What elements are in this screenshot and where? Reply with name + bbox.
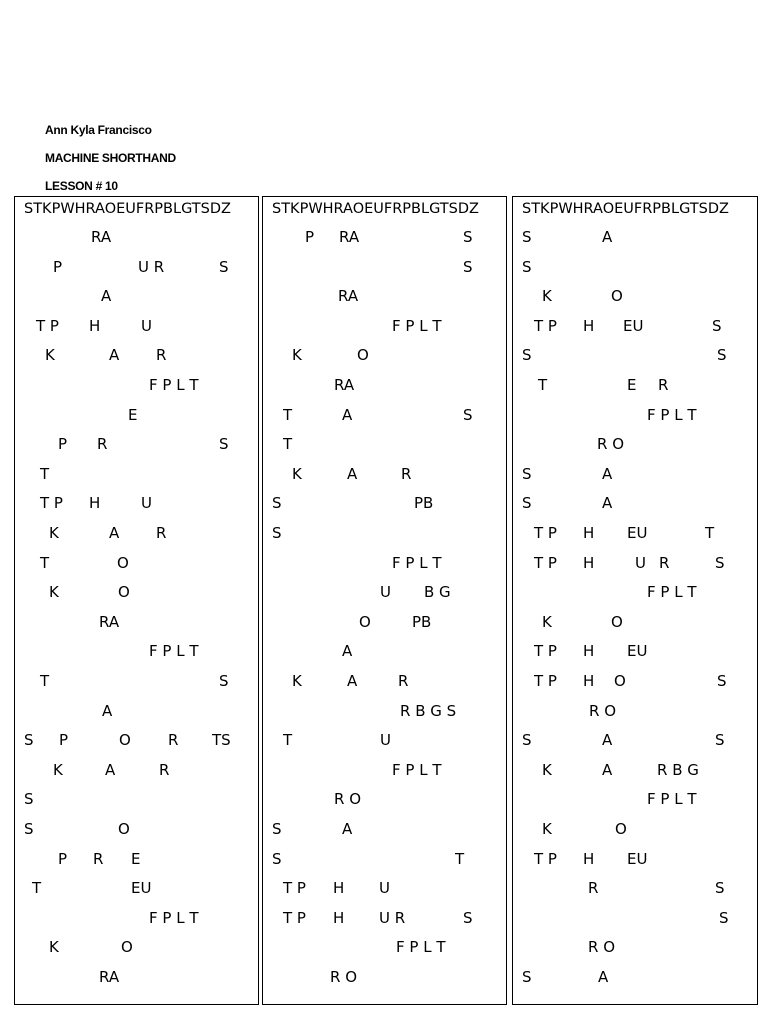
stroke-keys: O [359,612,371,631]
stroke-keys: A [598,968,609,986]
stroke-line [15,879,258,901]
stroke-keys: F P L T [647,583,697,602]
stroke-keys: S [712,316,722,335]
stroke-keys: R B G [657,760,699,779]
stroke-keys: K [542,287,552,306]
stroke-keys: RA [99,968,120,986]
stroke-keys: A [109,346,120,365]
stroke-keys: R [97,435,108,454]
stroke-keys: S [715,553,725,572]
stroke-keys: U R [379,908,406,927]
stroke-keys: T P [534,553,557,572]
stroke-keys: P [58,849,68,868]
stroke-keys: T [283,435,293,454]
stroke-line [263,583,506,605]
stroke-keys: F P L T [149,908,199,927]
stroke-line [263,435,506,457]
stroke-keys: A [342,405,353,424]
stroke-keys: O [119,731,131,750]
stroke-keys: S [463,908,473,927]
stroke-keys: S [715,731,725,750]
stroke-keys: S [522,731,532,750]
stroke-keys: K [49,524,59,542]
stroke-line [263,465,506,487]
stroke-line [15,376,258,398]
stroke-line [15,346,258,368]
stroke-keys: F P L T [392,316,442,335]
stroke-keys: S [463,257,473,276]
stroke-keys: A [101,287,112,306]
stroke-line [263,938,506,960]
stroke-line [263,613,506,635]
stroke-line [513,317,757,339]
stroke-line [15,731,258,753]
stroke-keys: S [272,524,282,542]
stroke-keys: S [272,849,282,868]
stroke-keys: R [156,524,167,542]
stroke-keys: S [24,790,34,809]
stroke-keys: R O [597,435,624,454]
stroke-line [15,583,258,605]
stroke-line [513,879,757,901]
stroke-line [513,258,757,280]
stroke-keys: O [611,612,623,631]
stroke-keys: H [583,524,595,542]
stroke-line [263,879,506,901]
stroke-line [15,554,258,576]
stroke-line [263,968,506,990]
stroke-line [513,554,757,576]
stroke-keys: P [305,228,315,246]
stroke-keys: S [463,405,473,424]
stroke-keys: H [583,672,595,690]
steno-keyboard-header: STKPWHRAOEUFRPBLGTSDZ [24,201,231,217]
stroke-keys: T P [534,316,557,335]
stroke-keys: A [102,701,113,720]
stroke-keys: H [333,908,345,927]
stroke-keys: T [32,879,42,898]
stroke-line [513,761,757,783]
student-name: Ann Kyla Francisco [45,123,152,137]
stroke-line [513,465,757,487]
stroke-keys: T [40,672,50,690]
stroke-keys: O [118,583,130,602]
stroke-line [15,702,258,724]
stroke-keys: H [583,849,595,868]
stroke-keys: S [522,228,532,246]
stroke-keys: H [583,316,595,335]
stroke-keys: H [583,553,595,572]
stroke-line [15,317,258,339]
stroke-keys: K [45,346,55,365]
stroke-line [513,820,757,842]
stroke-line [15,938,258,960]
stroke-keys: R [401,464,412,483]
stroke-keys: S [522,257,532,276]
stroke-line [263,287,506,309]
stroke-keys: F P L T [647,790,697,809]
stroke-keys: O [117,553,129,572]
stroke-line [15,642,258,664]
stroke-line [513,850,757,872]
stroke-line [263,761,506,783]
stroke-line [513,613,757,635]
stroke-line [263,346,506,368]
stroke-keys: U [635,553,646,572]
stroke-keys: S [522,464,532,483]
stroke-keys: T P [534,524,557,542]
stroke-line [15,465,258,487]
stroke-line [513,406,757,428]
stroke-keys: A [602,731,613,750]
stroke-line [15,850,258,872]
stroke-keys: S [717,672,727,690]
stroke-keys: H [89,316,101,335]
stroke-line [263,494,506,516]
stroke-keys: O [615,820,627,838]
stroke-line [263,642,506,664]
steno-keyboard-header: STKPWHRAOEUFRPBLGTSDZ [272,201,479,217]
stroke-line [15,406,258,428]
stroke-keys: A [347,672,358,690]
stroke-keys: A [342,820,353,838]
stroke-keys: R [93,849,104,868]
stroke-line [513,494,757,516]
stroke-line [513,938,757,960]
stroke-keys: S [272,820,282,838]
stroke-keys: T [455,849,465,868]
stroke-keys: A [602,760,613,779]
stroke-keys: T P [40,494,63,513]
stroke-keys: R O [589,701,616,720]
stroke-line [513,909,757,931]
stroke-keys: O [118,820,130,838]
stroke-keys: K [53,760,63,779]
stroke-keys: P [58,435,68,454]
stroke-keys: S [715,879,725,898]
stroke-keys: R O [588,938,615,957]
stroke-line [15,435,258,457]
stroke-keys: RA [339,228,360,246]
stroke-line [513,435,757,457]
stroke-line [263,228,506,250]
stroke-keys: H [89,494,101,513]
stroke-keys: S [24,820,34,838]
stroke-keys: O [121,938,133,957]
stroke-keys: T P [36,316,59,335]
stroke-keys: E [131,849,141,868]
stroke-keys: S [463,228,473,246]
stroke-keys: U [380,731,391,750]
stroke-keys: O [357,346,369,365]
lesson-number: LESSON # 10 [45,179,118,193]
stroke-keys: R [398,672,409,690]
stroke-keys: A [602,228,613,246]
stroke-line [263,406,506,428]
stroke-line [15,968,258,990]
stroke-keys: S [717,346,727,365]
stroke-keys: EU [627,849,648,868]
steno-column-1 [14,196,259,1005]
stroke-keys: T [538,376,548,394]
stroke-line [15,287,258,309]
stroke-keys: K [49,583,59,602]
stroke-keys: TS [212,731,231,750]
subject-title: MACHINE SHORTHAND [45,151,176,165]
stroke-line [263,554,506,576]
stroke-keys: T [705,524,715,542]
stroke-keys: T [283,405,293,424]
stroke-line [263,524,506,546]
stroke-keys: K [542,820,552,838]
stroke-keys: R [159,760,170,779]
stroke-keys: T P [534,849,557,868]
stroke-keys: RA [334,376,355,394]
stroke-keys: T [40,464,50,483]
stroke-keys: O [611,287,623,306]
stroke-keys: K [292,346,302,365]
stroke-line [15,909,258,931]
stroke-keys: EU [131,879,152,898]
stroke-keys: EU [627,524,648,542]
stroke-keys: F P L T [647,405,697,424]
stroke-keys: U [379,879,390,898]
stroke-line [263,258,506,280]
stroke-line [263,850,506,872]
steno-keyboard-header: STKPWHRAOEUFRPBLGTSDZ [522,201,729,217]
stroke-line [15,790,258,812]
stroke-keys: U R [138,257,165,276]
stroke-line [15,524,258,546]
stroke-line [15,613,258,635]
stroke-line [15,761,258,783]
stroke-keys: B G [424,583,451,602]
stroke-keys: H [583,642,595,661]
stroke-keys: R [588,879,599,898]
stroke-keys: S [272,494,282,513]
stroke-keys: A [602,464,613,483]
stroke-keys: U [380,583,391,602]
stroke-keys: PB [412,612,432,631]
stroke-keys: T P [534,672,557,690]
stroke-keys: A [342,642,353,661]
stroke-keys: RA [99,612,120,631]
stroke-keys: R O [330,968,357,986]
stroke-keys: T P [283,879,306,898]
stroke-keys: S [219,672,229,690]
stroke-line [263,909,506,931]
stroke-line [15,820,258,842]
stroke-keys: R [659,553,670,572]
stroke-line [263,702,506,724]
stroke-line [513,702,757,724]
stroke-keys: S [522,968,532,986]
stroke-keys: T P [283,908,306,927]
stroke-keys: H [333,879,345,898]
stroke-keys: F P L T [392,553,442,572]
stroke-keys: U [141,494,152,513]
stroke-keys: RA [338,287,359,306]
stroke-keys: A [602,494,613,513]
stroke-keys: S [219,257,229,276]
stroke-line [513,524,757,546]
stroke-keys: T [40,553,50,572]
stroke-keys: P [53,257,63,276]
stroke-keys: R [658,376,669,394]
stroke-keys: PB [414,494,434,513]
stroke-keys: S [719,908,729,927]
stroke-line [513,346,757,368]
stroke-line [263,376,506,398]
stroke-keys: A [105,760,116,779]
stroke-keys: E [627,376,637,394]
stroke-line [513,731,757,753]
stroke-line [513,228,757,250]
stroke-line [513,287,757,309]
stroke-keys: T P [534,642,557,661]
stroke-line [15,258,258,280]
stroke-keys: S [219,435,229,454]
steno-column-3 [512,196,758,1005]
stroke-keys: S [24,731,34,750]
stroke-keys: F P L T [149,642,199,661]
stroke-line [15,494,258,516]
stroke-line [263,820,506,842]
stroke-keys: F P L T [392,760,442,779]
stroke-keys: S [522,494,532,513]
stroke-line [513,583,757,605]
stroke-line [263,731,506,753]
stroke-line [513,642,757,664]
stroke-keys: U [141,316,152,335]
stroke-keys: K [49,938,59,957]
stroke-keys: F P L T [149,376,199,394]
stroke-keys: E [128,405,138,424]
stroke-keys: K [542,612,552,631]
steno-column-2 [262,196,507,1005]
stroke-line [263,672,506,694]
stroke-keys: K [542,760,552,779]
stroke-keys: S [522,346,532,365]
stroke-keys: R [156,346,167,365]
stroke-line [513,968,757,990]
stroke-line [15,228,258,250]
stroke-keys: A [109,524,120,542]
stroke-keys: O [614,672,626,690]
stroke-line [15,672,258,694]
stroke-line [513,672,757,694]
stroke-keys: P [59,731,69,750]
stroke-keys: R [168,731,179,750]
stroke-keys: T [283,731,293,750]
stroke-keys: R B G S [400,701,457,720]
stroke-keys: RA [91,228,112,246]
stroke-keys: K [292,672,302,690]
stroke-line [263,317,506,339]
stroke-line [513,376,757,398]
stroke-keys: A [347,464,358,483]
stroke-keys: EU [623,316,644,335]
stroke-keys: K [292,464,302,483]
stroke-keys: EU [627,642,648,661]
stroke-keys: F P L T [396,938,446,957]
stroke-line [263,790,506,812]
stroke-line [513,790,757,812]
stroke-keys: R O [334,790,361,809]
